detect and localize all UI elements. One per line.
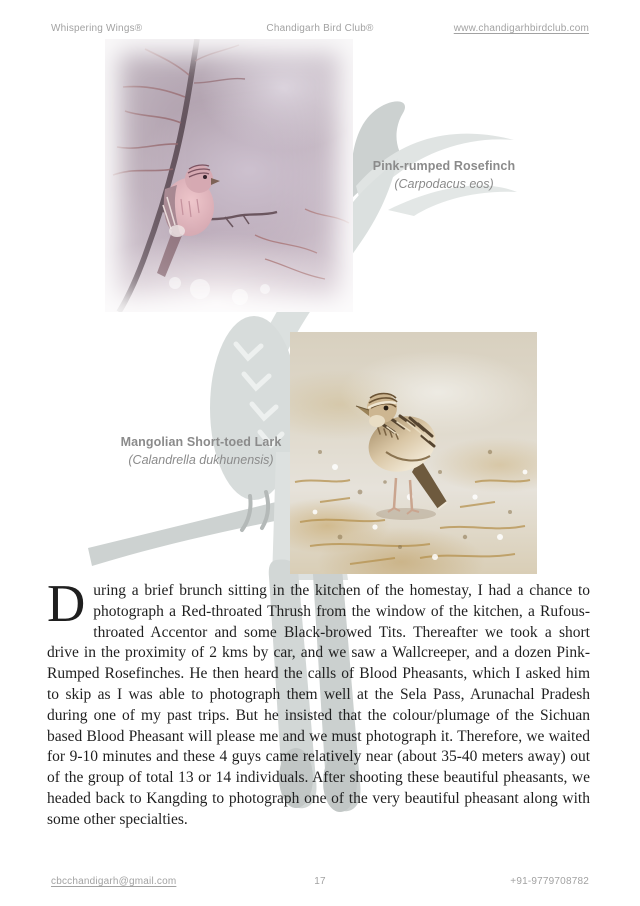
drop-cap: D (47, 575, 86, 633)
club-name: Chandigarh Bird Club® (266, 23, 374, 34)
article-body-text: uring a brief brunch sitting in the kitchen of the homestay, I had a chance to photograph a Red-throated Thrush from the window of the kitchen, a Rufous-throated Accentor and some Black-browed Tits. Thereafter we took a short drive in the proximity of 2 kms by car, and we saw a Wallcreeper, and a dozen Pink-Rumped Rosefinches. He then heard the calls of Blood Pheasants, which I asked him to skip as I was able to photograph them well at the Sela Pass, Arunachal Pradesh during one of my past trips. But he insisted that the colour/plumage of the Sichuan based Blood Pheasant will please me and we must photograph it. Therefore, we waited for 9-10 minutes and these 4 guys came relatively near (about 35-40 meters away) out of the group of total 13 or 14 individuals. After shooting these beautiful pheasants, we headed back to Kangding to photograph one of the very beautiful pheasant along with some other specialties. (47, 582, 590, 828)
page-header (51, 23, 589, 34)
website-link[interactable]: www.chandigarhbirdclub.com (453, 23, 589, 34)
brand-name: Whispering Wings® (51, 23, 143, 34)
lark-bird (356, 393, 447, 520)
article-paragraph (47, 575, 590, 831)
caption-rosefinch (360, 157, 528, 193)
photo-pink-rumped-rosefinch (105, 39, 353, 312)
caption-lark-scientific: (Calandrella dukhunensis) (128, 453, 274, 467)
page-number: 17 (314, 876, 326, 887)
rosefinch-photo-art (105, 39, 353, 312)
lark-photo-art (290, 332, 537, 574)
caption-lark (103, 433, 299, 469)
photo-mongolian-short-toed-lark (290, 332, 537, 574)
page-footer (51, 876, 589, 887)
caption-rosefinch-scientific: (Carpodacus eos) (394, 177, 494, 191)
phone-number: +91-9779708782 (510, 876, 589, 887)
caption-rosefinch-title: Pink-rumped Rosefinch (372, 159, 516, 173)
email-link[interactable]: cbcchandigarh@gmail.com (51, 876, 177, 887)
caption-lark-title: Mangolian Short-toed Lark (120, 435, 282, 449)
